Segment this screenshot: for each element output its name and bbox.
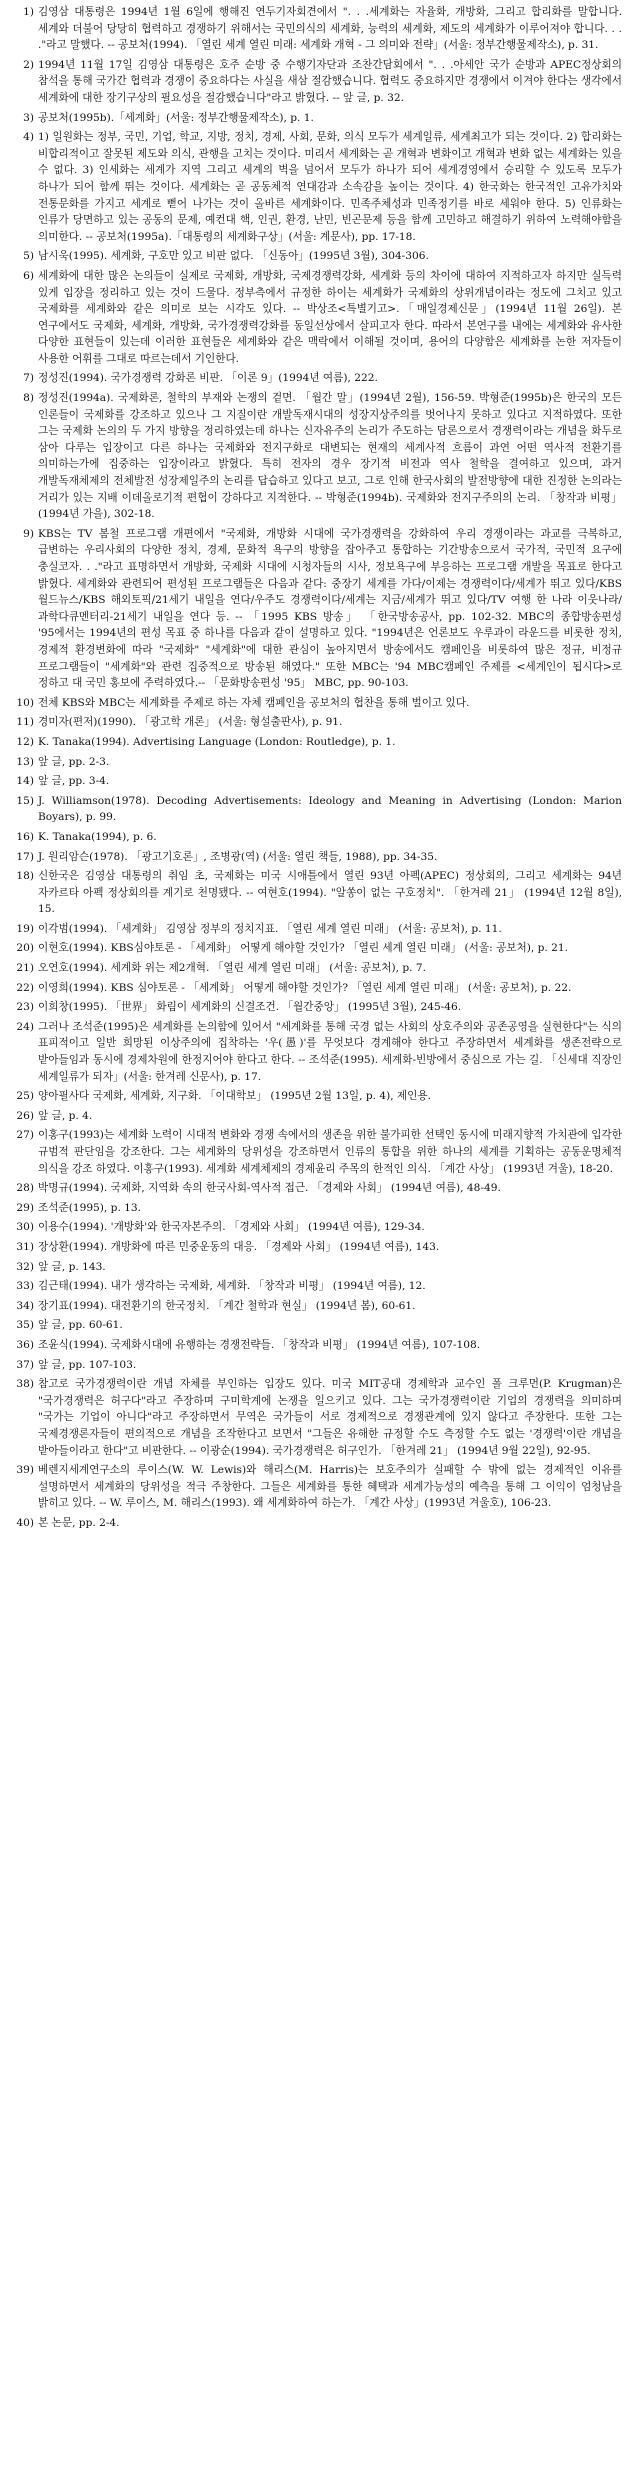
- footnote-item: [6, 1337, 622, 1354]
- footnote-item: [6, 370, 622, 387]
- footnote-text: 1) 일원화는 정부, 국민, 기업, 학교, 지방, 정치, 경제, 사회, 문화, 의식 모두가 세계일류, 세계최고가 되는 것이다. 2) 합리화는 비합리적이고 잘못된 제도와 의식, 관행을 고치는 것이다. 미리서 세계화는 곧 개혁과 변화이고 개혁과 변화 없는 세계화는 있을 수 없다. 3) 인세화는 세계가 지역 그리고 세계의 벽을 넘어서 모두가 하나가 되어 세계경영에서 승리할 수 있도록 모두가 하나가 되어 함께 뛰는 것이다. 세계화는 곧 공동체적 연대감과 소속감을 높이는 것이다. 4) 한국화는 한국적인 고유가치와 전통문화를 가지고 세계로 뻗어 나가는 것이 올바른 세계화이다. 민족주체성과 민족정기를 바로 세워야 한다. 5) 인류화는 인류가 당면하고 있는 공동의 문제, 예컨대 핵, 인권, 환경, 난민, 빈곤문제 등을 함께 고민하고 해결하기 위하여 노력해야함을 의미한다. -- 공보처(1995a).「대통령의 세계화구상」(서울: 계문사), pp. 17-18.: [38, 131, 622, 243]
- footnote-text: 이홍구(1993)는 세계화 노력이 시대적 변화와 경쟁 속에서의 생존을 위한 불가피한 선택인 동시에 미래지향적 가치관에 입각한 규범적 판단임을 강조한다. 그는 세계화의 당위성을 강조하면서 인류의 통합을 위한 하나의 세계를 기획하는 공동운명체적 의식을 강조 하였다. 이홍구(1993). 세계화 세계체제의 경제윤리 주목의 한적인 의식. 「계간 사상」 (1993년 겨울), 18-20.: [38, 1129, 622, 1175]
- footnote-text: 장기표(1994). 대전환기의 한국정치. 「계간 철학과 현실」 (1994년 봄), 60-61.: [38, 1299, 416, 1312]
- footnote-item: [6, 773, 622, 790]
- footnote-item: [6, 129, 622, 245]
- footnote-text: 공보처(1995b).「세계화」(서울: 정부간행물제작소), p. 1.: [38, 111, 314, 124]
- footnote-text: 남시욱(1995). 세계화, 구호만 있고 비판 없다. 「신동아」(1995년 3월), 304-306.: [38, 250, 429, 263]
- footnote-number: 15): [16, 794, 34, 807]
- footnote-number: 11): [16, 716, 34, 729]
- footnote-item: [6, 1376, 622, 1459]
- footnote-number: 29): [16, 1201, 34, 1214]
- footnote-item: [6, 1180, 622, 1197]
- footnote-text: 본 논문, pp. 2-4.: [38, 1516, 120, 1529]
- footnote-text: KBS는 TV 봄철 프로그램 개편에서 "국제화, 개방화 시대에 국가경쟁력을 강화하여 우리 경쟁이라는 과교를 극복하고, 급변하는 우리사회의 다양한 정치, 경제, 문화적 욕구의 방향을 잡아주고 통합하는 기간방송으로서 국가적, 국민적 요구에 충실코자. . ."라고 표명하면서 개방화, 국제화 시대에 시청자들의 시사, 정보욕구에 부응하는 프로그램 개발을 목표로 한다고 밝혔다. 세계화와 관련되어 편성된 프로그램들은 다음과 같다: 중장기 세계를 가다/이제는 경쟁력이다/세계가 뛰고 있다/KBS 월드뉴스/KBS 해외토픽/21세기 내일을 연다/우주도 경쟁력이다/세계는 지금/세계가 뛰고 있다/TV 여행 한 나라 이웃나라/과학다큐멘터리-21세기 내일을 연다 등. -- 「1995 KBS 방송」 「한국방송공사, pp. 102-32. MBC의 종합방송편성 '95에서는 1994년의 편성 목표 중 하나를 다음과 같이 설명하고 있다. "1994년은 언론보도 우루과이 라운드를 비롯한 정치, 경제적 환경변화에 따라 "국제화" "세계화"에 대한 관심이 높아지면서 방송에서도 캠페인을 비롯하여 많은 정규, 비정규 프로그램들이 "세계화"와 관련 집중적으로 방송된 해였다." 또한 MBC는 '94 MBC캠페인 주제를 <세계인이 됩시다>로 정하고 대 국민 홍보에 주력하였다.-- 「문화방송편성 '95」 MBC, pp. 90-103.: [38, 527, 622, 690]
- footnote-number: 13): [16, 755, 34, 768]
- footnote-item: [6, 1298, 622, 1315]
- footnote-number: 19): [16, 922, 34, 935]
- footnote-item: [6, 248, 622, 265]
- footnote-text: J. Williamson(1978). Decoding Advertisements: Ideology and Meaning in Advertising (London: Marion Boyars), p. 99.: [38, 794, 622, 824]
- footnote-text: 앞 글, pp. 107-103.: [38, 1358, 137, 1371]
- footnote-text: K. Tanaka(1994). Advertising Language (London: Routledge), p. 1.: [38, 735, 396, 748]
- footnote-item: [6, 526, 622, 692]
- footnote-text: 이영희(1994). KBS 심야토론 - 「세계화」 어떻게 해야할 것인가? 「열린 세계 열린 미래」 (서울: 공보처), p. 22.: [38, 981, 572, 994]
- footnote-number: 16): [16, 830, 34, 843]
- footnote-text: 앞 글, p. 4.: [38, 1109, 93, 1122]
- footnote-item: [6, 754, 622, 771]
- footnote-item: [6, 57, 622, 107]
- footnote-number: 39): [16, 1464, 34, 1477]
- footnote-item: [6, 1219, 622, 1236]
- footnote-item: [6, 1088, 622, 1105]
- footnote-text: 이현호(1994). KBS심야토론 - 「세계화」 어떻게 해야할 것인가? 「열린 세계 열린 미래」 (서울: 공보처), p. 21.: [38, 942, 568, 955]
- footnote-number: 20): [16, 942, 34, 955]
- footnote-number: 17): [16, 850, 34, 863]
- footnote-item: [6, 1259, 622, 1276]
- footnote-text: 경미자(편저)(1990). 「광고학 개론」 (서울: 형설출판사), p. 91.: [38, 716, 343, 729]
- footnote-number: 7): [23, 372, 34, 385]
- footnote-text: 1994년 11월 17일 김영삼 대통령은 호주 순방 중 수행기자단과 조찬간담회에서 ". . .아세안 국가 순방과 APEC정상회의 참석을 통해 국가간 협력과 경쟁이 중요하다는 사실을 새삼 절감했습니다. 협력도 중요하지만 경쟁에서 이겨야 한다는 생각에서 세계화에 대한 장기구상의 필요성을 절감했습니다"라고 밝혔다. -- 앞 글, p. 32.: [38, 58, 622, 104]
- footnote-text: 앞 글, pp. 60-61.: [38, 1319, 123, 1332]
- footnote-text: 정성진(1994). 국가경쟁력 강화론 비판. 「이론 9」(1994년 여름), 222.: [38, 372, 378, 385]
- footnote-item: [6, 714, 622, 731]
- footnote-number: 35): [16, 1319, 34, 1332]
- footnote-number: 3): [23, 111, 34, 124]
- footnote-number: 5): [23, 250, 34, 263]
- footnote-number: 4): [23, 131, 34, 144]
- footnote-text: 참고로 국가경쟁력이란 개념 자체를 부인하는 입장도 있다. 미국 MIT공대 경제학과 교수인 폴 크루먼(P. Krugman)은 "국가경쟁력은 허구다"라고 주장하며 구미학계에 논쟁을 일으키고 있다. 그는 국가경쟁력이란 기업의 경쟁력을 의미하며 "국가는 기업이 아니다"라고 주장하면서 무역은 국가들이 서로 경제적으로 경쟁관계에 있지 않다고 주장한다. 또한 그는 국제경쟁론자들이 편의적으로 개념을 조작한다고 보면서 "그들은 유해한 규정할 수도 측정할 수도 없는 '경쟁력'이란 개념을 받아들이라고 한다"고 비판한다. -- 이광순(1994). 국가경쟁력은 허구인가. 「한겨레 21」 (1994년 9월 22일), 92-95.: [38, 1378, 622, 1457]
- footnote-item: [6, 734, 622, 751]
- footnote-text: 오연호(1994). 세계화 위는 제2개혁. 「열린 세계 열린 미래」 (서울: 공보처), p. 7.: [38, 962, 426, 975]
- footnote-number: 6): [23, 269, 34, 282]
- footnote-number: 38): [16, 1378, 34, 1391]
- footnote-item: [6, 1019, 622, 1085]
- footnote-number: 32): [16, 1260, 34, 1273]
- footnote-text: 앞 글, p. 143.: [38, 1260, 106, 1273]
- footnote-item: [6, 1515, 622, 1532]
- footnote-item: [6, 793, 622, 826]
- footnote-item: [6, 1239, 622, 1256]
- footnote-item: [6, 695, 622, 712]
- footnote-number: 26): [16, 1109, 34, 1122]
- footnote-item: [6, 1200, 622, 1217]
- footnote-number: 31): [16, 1240, 34, 1253]
- footnote-item: [6, 829, 622, 846]
- footnote-number: 27): [16, 1129, 34, 1142]
- footnote-number: 23): [16, 1001, 34, 1014]
- footnote-text: 이각범(1994). 「세계화」 김영삼 정부의 정치지표. 「열린 세계 열린 미래」 (서울: 공보처), p. 11.: [38, 922, 502, 935]
- footnote-text: 박명규(1994). 국제화, 지역화 속의 한국사회-역사적 접근. 「경제와 사회」 (1994년 여름), 48-49.: [38, 1182, 501, 1195]
- footnote-text: 양아필사다 국제화, 세계화, 지구화. 「이대학보」 (1995년 2월 13일, p. 4), 제인용.: [38, 1090, 432, 1103]
- footnote-number: 12): [16, 735, 34, 748]
- footnote-number: 37): [16, 1358, 34, 1371]
- footnote-item: [6, 960, 622, 977]
- footnote-number: 9): [23, 527, 34, 540]
- footnote-number: 18): [16, 870, 34, 883]
- footnote-text: 전체 KBS와 MBC는 세계화를 주제로 하는 자체 캠페인을 공보처의 협찬을 통해 벌이고 있다.: [38, 696, 470, 709]
- footnote-number: 25): [16, 1090, 34, 1103]
- footnote-text: J. 원리암슨(1978). 「광고기호론」, 조병광(역) (서울: 열린 책들, 1988), pp. 34-35.: [38, 850, 438, 863]
- footnote-item: [6, 1127, 622, 1177]
- footnote-number: 33): [16, 1280, 34, 1293]
- footnote-number: 28): [16, 1182, 34, 1195]
- footnote-text: 세계화에 대한 많은 논의들이 실제로 국제화, 개방화, 국제경쟁력강화, 세계화 등의 차이에 대하여 지적하고자 하지만 실득력 있게 입장을 정리하고 있는 것이 드물다. 정부측에서 규정한 하이는 세계화가 국제화의 상위개념이라는 정도에 그치고 있고 국제화를 세계화와 같은 의미로 보는 시각도 있다. -- 박상조<특별기고>.「매일경제신문」(1994년 11월 26일). 본 연구에서도 국제화, 세계화, 개방화, 국가경쟁력강화를 동일선상에서 살피고자 한다. 따라서 본연구를 내에는 세계화와 유사한 다양한 표현들이 있는데 이러한 표현들은 세계화와 같은 맥락에서 이해될 것이며, 용어의 다양함은 세계화를 논한 저자들이 사용한 어휘를 그대로 따르는데서 기인한다.: [38, 269, 622, 365]
- footnote-item: [6, 1462, 622, 1512]
- footnote-item: [6, 390, 622, 523]
- footnote-number: 8): [23, 392, 34, 405]
- footnote-item: [6, 921, 622, 938]
- footnote-item: [6, 110, 622, 127]
- footnote-item: [6, 1357, 622, 1374]
- footnote-text: 정성진(1994a). 국제화론, 철학의 부재와 논쟁의 겉면. 「월간 말」(1994년 2월), 156-59. 박형준(1995b)은 한국의 모든 인론들이 국제화를 강조하고 있으나 그 지질이란 개발독재시대의 성장지상주의를 벗어나지 못하고 있다고 지적하였다. 또한 그는 국제화 논의의 두 가지 방향을 정리하였는데 하나는 신자유주의 논리가 주도하는 담론으로서 경쟁력이라는 개념을 화두로 삼아 다루는 입장이고 다른 하나는 국제화와 전지구화로 대변되는 현재의 세계사적 흐름이 과연 어떤 역사적 전환기를 의미하는가에 집중하는 입장이라고 밝혔다. 특히 전자의 경우 장기적 비전과 역사 철학을 결여하고 있으며, 과거 개발독재체제의 전체발전 성장제일주의 논리를 답습하고 있다고 보고, 그로 인해 한국사회의 발전방향에 대한 진정한 논의라는 거리가 있는 지배 이데올로기적 편협이 강하다고 지적한다. -- 박형준(1994b). 국제화와 전지구주의의 논리. 「창작과 비평」(1994년 가을), 302-18.: [38, 392, 622, 521]
- footnote-number: 24): [16, 1020, 34, 1033]
- footnote-text: 김영삼 대통령은 1994년 1월 6일에 행해진 연두기자회견에서 ". . .세계화는 자율화, 개방화, 그리고 합리화를 말합니다. 세계와 더불어 당당히 협력하고 경쟁하기 위해서는 국민의식의 세계화, 능력의 세계화, 제도의 세계화가 이루어져야 합니다. . . ."라고 말했다. -- 공보처(1994). 「열린 세계 열린 미래: 세계화 개혁 - 그 의미와 전략」(서울: 정부간행물제작소), p. 31.: [38, 6, 622, 52]
- footnote-text: 신한국은 김영삼 대통령의 취임 초, 국제화는 미국 시애틀에서 열린 93년 아펙(APEC) 정상회의, 그리고 세계화는 94년 자카르타 아펙 정상회의를 계기로 천명됐다. -- 여현호(1994). "알쏭이 없는 구호정치". 「한겨레 21」 (1994년 12월 8일), 15.: [38, 870, 622, 916]
- footnote-number: 10): [16, 696, 34, 709]
- footnote-number: 2): [23, 58, 34, 71]
- footnote-text: 조윤식(1994). 국제화시대에 유행하는 경쟁전략들. 「창작과 비평」 (1994년 여름), 107-108.: [38, 1338, 481, 1351]
- footnote-item: [6, 940, 622, 957]
- footnote-text: 이희창(1995). 「世界」 화림이 세계화의 신결조건. 「월간중앙」 (1995년 3월), 245-46.: [38, 1001, 462, 1014]
- footnote-number: 1): [23, 6, 34, 18]
- footnote-item: [6, 980, 622, 997]
- footnote-text: 조석준(1995), p. 13.: [38, 1201, 142, 1214]
- footnote-item: [6, 4, 622, 54]
- footnote-number: 21): [16, 962, 34, 975]
- footnote-item: [6, 999, 622, 1016]
- footnote-text: K. Tanaka(1994), p. 6.: [38, 830, 157, 843]
- footnote-text: 장상환(1994). 개방화에 따른 민중운동의 대응. 「경제와 사회」 (1994년 여름), 143.: [38, 1240, 440, 1253]
- footnote-number: 34): [16, 1299, 34, 1312]
- footnote-item: [6, 1278, 622, 1295]
- footnote-text: 앞 글, pp. 2-3.: [38, 755, 110, 768]
- footnote-number: 36): [16, 1338, 34, 1351]
- footnote-item: [6, 268, 622, 368]
- footnote-text: 이용수(1994). '개방화'와 한국자본주의. 「경제와 사회」 (1994년 여름), 129-34.: [38, 1221, 425, 1234]
- footnote-text: 베렌지세계연구소의 루이스(W. W. Lewis)와 해리스(M. Harris)는 보호주의가 실패할 수 밖에 없는 경제적인 이유를 설명하면서 세계화의 당위성을 적극 주창한다. 그들은 세계화를 통한 혜택과 세계가능성의 예측을 통해 그 이익이 엄청남을 밝히고 있다. -- W. 루이스, M. 해리스(1993). 왜 세계화하여 하는가. 「계간 사상」(1993년 겨울호), 106-23.: [38, 1464, 622, 1510]
- footnote-text: 앞 글, pp. 3-4.: [38, 775, 110, 788]
- footnote-number: 40): [16, 1516, 34, 1529]
- footnote-number: 14): [16, 775, 34, 788]
- footnote-item: [6, 1317, 622, 1334]
- footnote-text: 그러나 조석준(1995)은 세계화를 논의함에 있어서 "세계화를 통해 국경 없는 사회의 상호주의와 공존공영을 실현한다"는 식의 표피적이고 일반 희망된 이상주의에 집착하는 '우(愚)'를 무엇보다 경계해야 한다고 주장하면서 세계화를 생존전략으로 받아들임과 동시에 경제차원에 한정지어야 한다고 한다. -- 조석준(1995). 세계화-빈방에서 중심으로 가는 길. 「신세대 직장인 세계일류가 되자」(서울: 한겨레 신문사), p. 17.: [38, 1020, 622, 1083]
- footnote-item: [6, 849, 622, 866]
- footnote-number: 30): [16, 1221, 34, 1234]
- footnote-number: 22): [16, 981, 34, 994]
- footnote-text: 김근태(1994). 내가 생각하는 국제화, 세계화. 「창작과 비평」 (1994년 여름), 12.: [38, 1280, 426, 1293]
- footnote-item: [6, 868, 622, 918]
- footnote-item: [6, 1108, 622, 1125]
